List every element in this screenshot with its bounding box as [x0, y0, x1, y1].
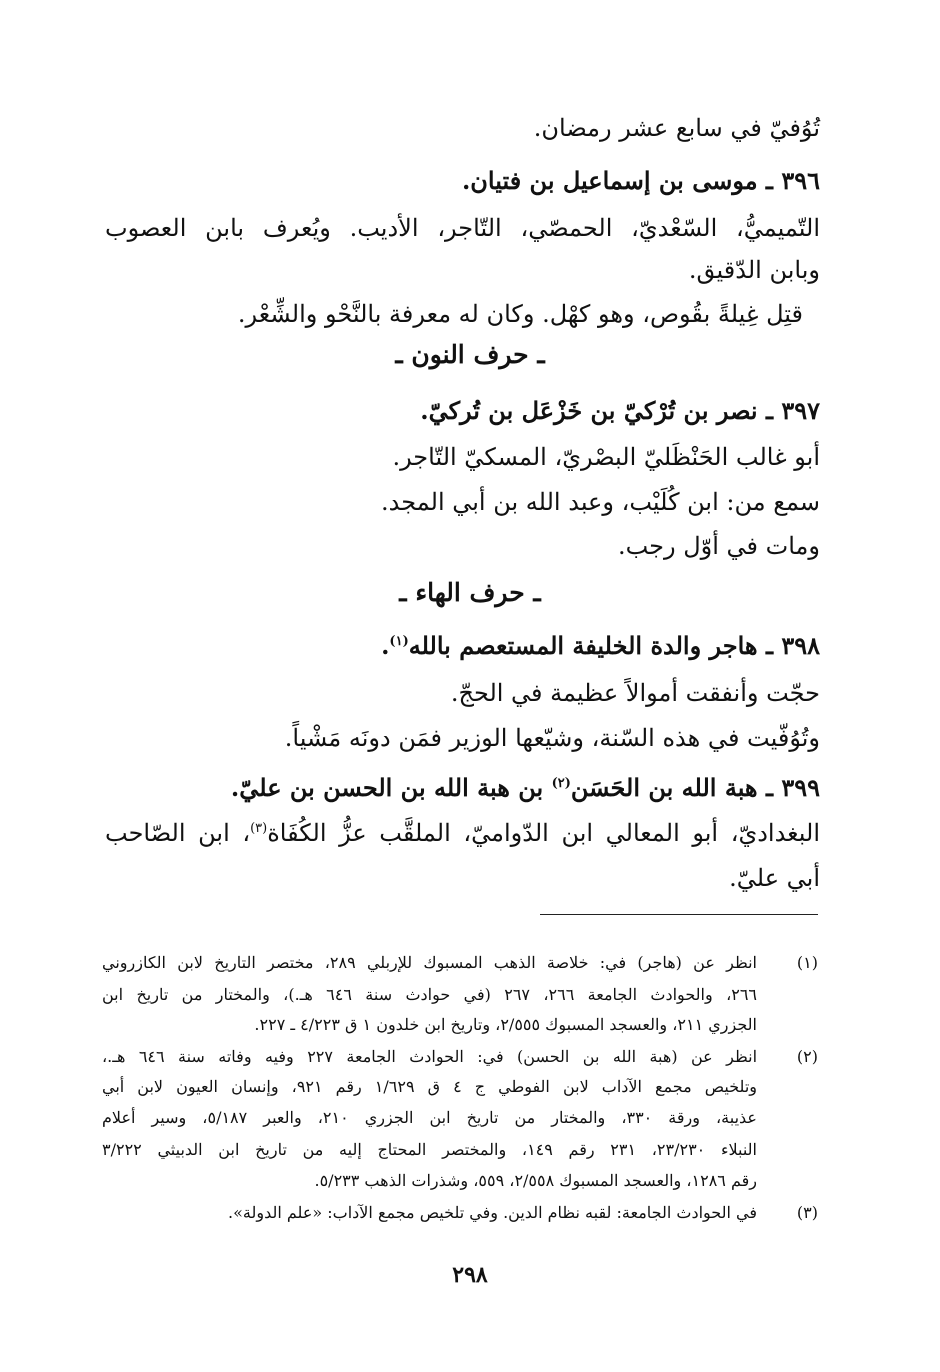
- entry-396-line-1: التّميميُّ، السّعْديّ، الحمصّي، التّاجر، الأديب. ويُعرف بابن العصوب: [105, 214, 820, 242]
- footnote-1-line-3: الجزري ٢١١، والعسجد المسبوك ٢/٥٥٥، وتاريخ ابن خلدون ١ ق ٤/٢٢٣ ـ ٢٢٧.: [254, 1015, 757, 1034]
- footnote-2-line-2: وتلخيص مجمع الآداب لابن الفوطي ج ٤ ق ١/٦٢٩ رقم ٩٢١، وإنسان العيون لابن أبي: [102, 1077, 757, 1096]
- footnote-3-number: (٣): [796, 1203, 818, 1222]
- entry-399-line-1: [105, 817, 820, 849]
- entry-399-line-2: أبي عليّ.: [729, 864, 820, 892]
- entry-398-heading: [381, 630, 820, 662]
- text-line-death-date: تُوُفيّ في سابع عشر رمضان.: [533, 114, 820, 142]
- entry-397-line-3: ومات في أوّل رجب.: [617, 532, 820, 560]
- footnote-ref-1: (١): [389, 634, 409, 649]
- entry-399-line-1-a: البغداديّ، أبو المعالي ابن الدّواميّ، الملقَّب عزُّ الكُفَاة: [267, 819, 820, 847]
- entry-397-line-2: سمع من: ابن كُلَيْب، وعبد الله بن أبي المجد.: [381, 488, 820, 516]
- section-heading-nun: ـ حرف النون ـ: [395, 340, 545, 369]
- footnote-2-line-3: عذيبة، ورقة ٣٣٠، والمختار من تاريخ ابن الجزري ٢١٠، والعبر ٥/١٨٧، وسير أعلام: [102, 1108, 757, 1127]
- footnote-2-line-4: النبلاء ٢٣/٢٣٠، ٢٣١ رقم ١٤٩، والمختصر المحتاج إليه من تاريخ ابن الدبيثي ٣/٢٢٢: [102, 1140, 757, 1159]
- footnote-3-line-1: في الحوادث الجامعة: لقبه نظام الدين. وفي تلخيص مجمع الآداب: «علم الدولة».: [228, 1203, 757, 1222]
- footnote-ref-3: (٣): [250, 821, 268, 836]
- entry-398-line-2: وتُوُفّيت في هذه السّنة، وشيّعها الوزير فمَن دونَه مَشْياً.: [284, 724, 820, 752]
- footnote-2-line-5: رقم ١٢٨٦، والعسجد المسبوك ٢/٥٥٨، ٥٥٩، وشذرات الذهب ٥/٢٣٣.: [314, 1171, 757, 1190]
- footnote-separator: [540, 914, 818, 915]
- footnote-1-line-1: انظر عن (هاجر) في: خلاصة الذهب المسبوك للإربلي ٢٨٩، مختصر التاريخ لابن الكازروني: [102, 953, 758, 972]
- footnote-1-line-2: ٢٦٦، والحوادث الجامعة ٢٦٦، ٢٦٧ (في حوادث سنة ٦٤٦ هـ.)، والمختار من تاريخ ابن: [102, 985, 758, 1004]
- page-number: ٢٩٨: [452, 1262, 488, 1288]
- entry-396-line-2: وبابن الدّقيق.: [688, 256, 820, 284]
- entry-398-heading-end: .: [381, 631, 390, 660]
- section-heading-ha: ـ حرف الهاء ـ: [399, 578, 541, 607]
- footnote-1-number: (١): [796, 953, 818, 972]
- entry-398-line-1: حجّت وأنفقت أموالاً عظيمة في الحجّ.: [450, 679, 820, 707]
- entry-396-heading: ٣٩٦ ـ موسى بن إسماعيل بن فتيان.: [461, 166, 820, 195]
- entry-397-heading: ٣٩٧ ـ نصر بن تُرْكيّ بن خَزْعَل بن تُركيّ.: [420, 396, 820, 425]
- footnote-2-line-1: انظر عن (هبة الله بن الحسن) في: الحوادث الجامعة ٢٢٧ وفيه وفاته سنة ٦٤٦ هـ.،: [102, 1047, 758, 1066]
- entry-399-heading: [231, 772, 820, 804]
- footnote-2-number: (٢): [796, 1047, 818, 1066]
- entry-399-line-1-b: ، ابن الصّاحب: [105, 819, 251, 847]
- entry-397-line-1: أبو غالب الحَنْظَليّ البصْريّ، المسكيّ التّاجر.: [392, 443, 820, 471]
- entry-399-heading-text-a: ٣٩٩ ـ هبة الله بن الحَسَن: [570, 773, 820, 802]
- entry-399-heading-text-b: بن هبة الله بن الحسن بن عليّ.: [230, 773, 552, 802]
- entry-398-heading-text: ٣٩٨ ـ هاجر والدة الخليفة المستعصم بالله: [408, 631, 820, 660]
- footnote-ref-2: (٢): [551, 776, 571, 791]
- entry-396-line-3: قتِل غِيلةً بقُوص، وهو كهْل. وكان له معرفة بالنَّحْو والشِّعْر.: [237, 300, 803, 328]
